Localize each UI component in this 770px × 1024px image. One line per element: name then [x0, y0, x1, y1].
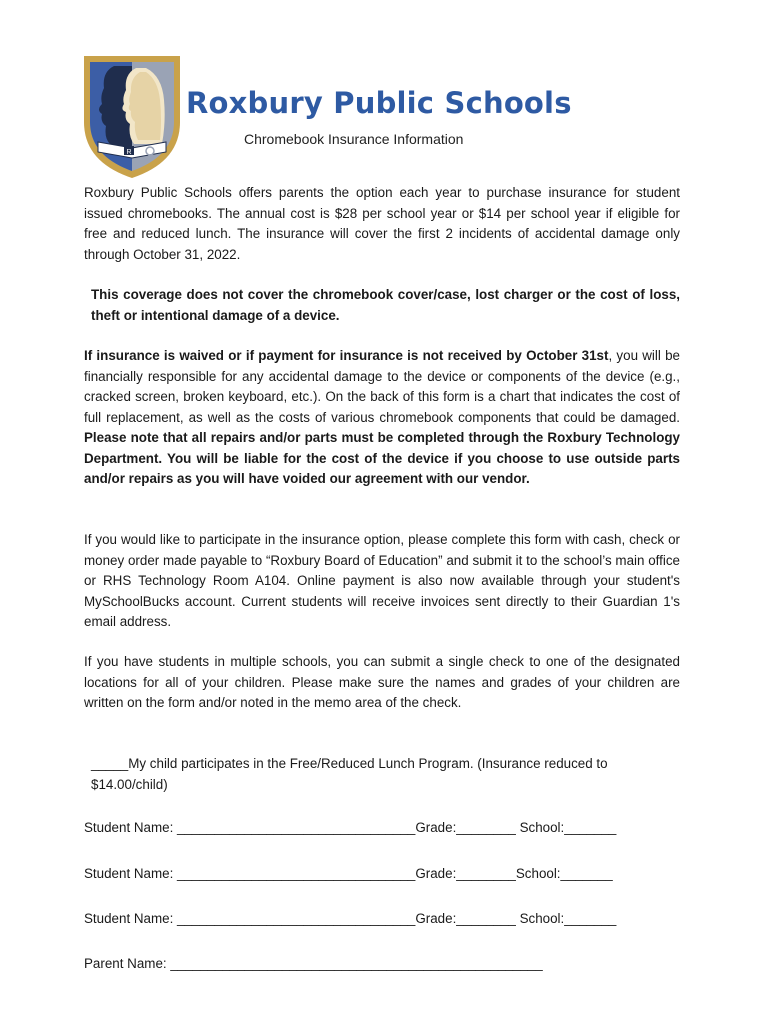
payment-paragraph: If you would like to participate in the insurance option, please complete this form with cash, check or money order made payable to “Roxbury Board of Education” and submit it to the school’s main office or RHS Technology Room A104. Online payment is also now available through your student's MySchoolBucks account. Current students will receive invoices sent directly to their Guardian 1's email address.	[84, 532, 680, 629]
student-name-line-3[interactable]: Student Name: ________________________________Grade:________ School:_______	[84, 911, 617, 926]
coverage-exclusion-paragraph: This coverage does not cover the chromebook cover/case, lost charger or the cost of loss, theft or intentional damage of a device.	[91, 287, 680, 323]
intro-paragraph: Roxbury Public Schools offers parents the option each year to purchase insurance for student issued chromebooks. The annual cost is $28 per school year or $14 per school year if eligible for free and reduced lunch. The insurance will cover the first 2 incidents of accidental damage only through October 31, 2022.	[84, 185, 680, 262]
page-title: Roxbury Public Schools	[186, 86, 572, 120]
student-name-line-2[interactable]: Student Name: ________________________________Grade:________School:_______	[84, 866, 613, 881]
student-name-line-1[interactable]: Student Name: ________________________________Grade:________ School:_______	[84, 820, 617, 835]
free-reduced-lunch-checkline[interactable]: _____My child participates in the Free/Reduced Lunch Program. (Insurance reduced to $14.00/child)	[91, 756, 608, 792]
waiver-notice: If insurance is waived or if payment for insurance is not received by October 31st	[84, 348, 609, 363]
damage-text: , you will be financially responsible for any accidental damage to the device or components of the device (e.g., cracked screen, broken keyboard, etc.). On the back of this form is a chart that indicates the cost of full replacement, as well as the costs of various chromebook components that could be damaged.	[84, 348, 680, 425]
page-subtitle: Chromebook Insurance Information	[244, 131, 464, 147]
liability-paragraph	[84, 346, 680, 490]
svg-text:R: R	[126, 149, 132, 156]
repair-notice: Please note that all repairs and/or parts must be completed through the Roxbury Technology Department. You will be liable for the cost of the device if you choose to use outside parts and/or repairs as you will have voided our agreement with our vendor.	[84, 430, 680, 486]
parent-name-line[interactable]: Parent Name: __________________________________________________	[84, 956, 543, 971]
school-logo	[80, 52, 184, 180]
shield-crest-icon	[80, 52, 184, 180]
multiple-schools-paragraph: If you have students in multiple schools, you can submit a single check to one of the designated locations for all of your children. Please make sure the names and grades of your children are written on the form and/or noted in the memo area of the check.	[84, 654, 680, 710]
